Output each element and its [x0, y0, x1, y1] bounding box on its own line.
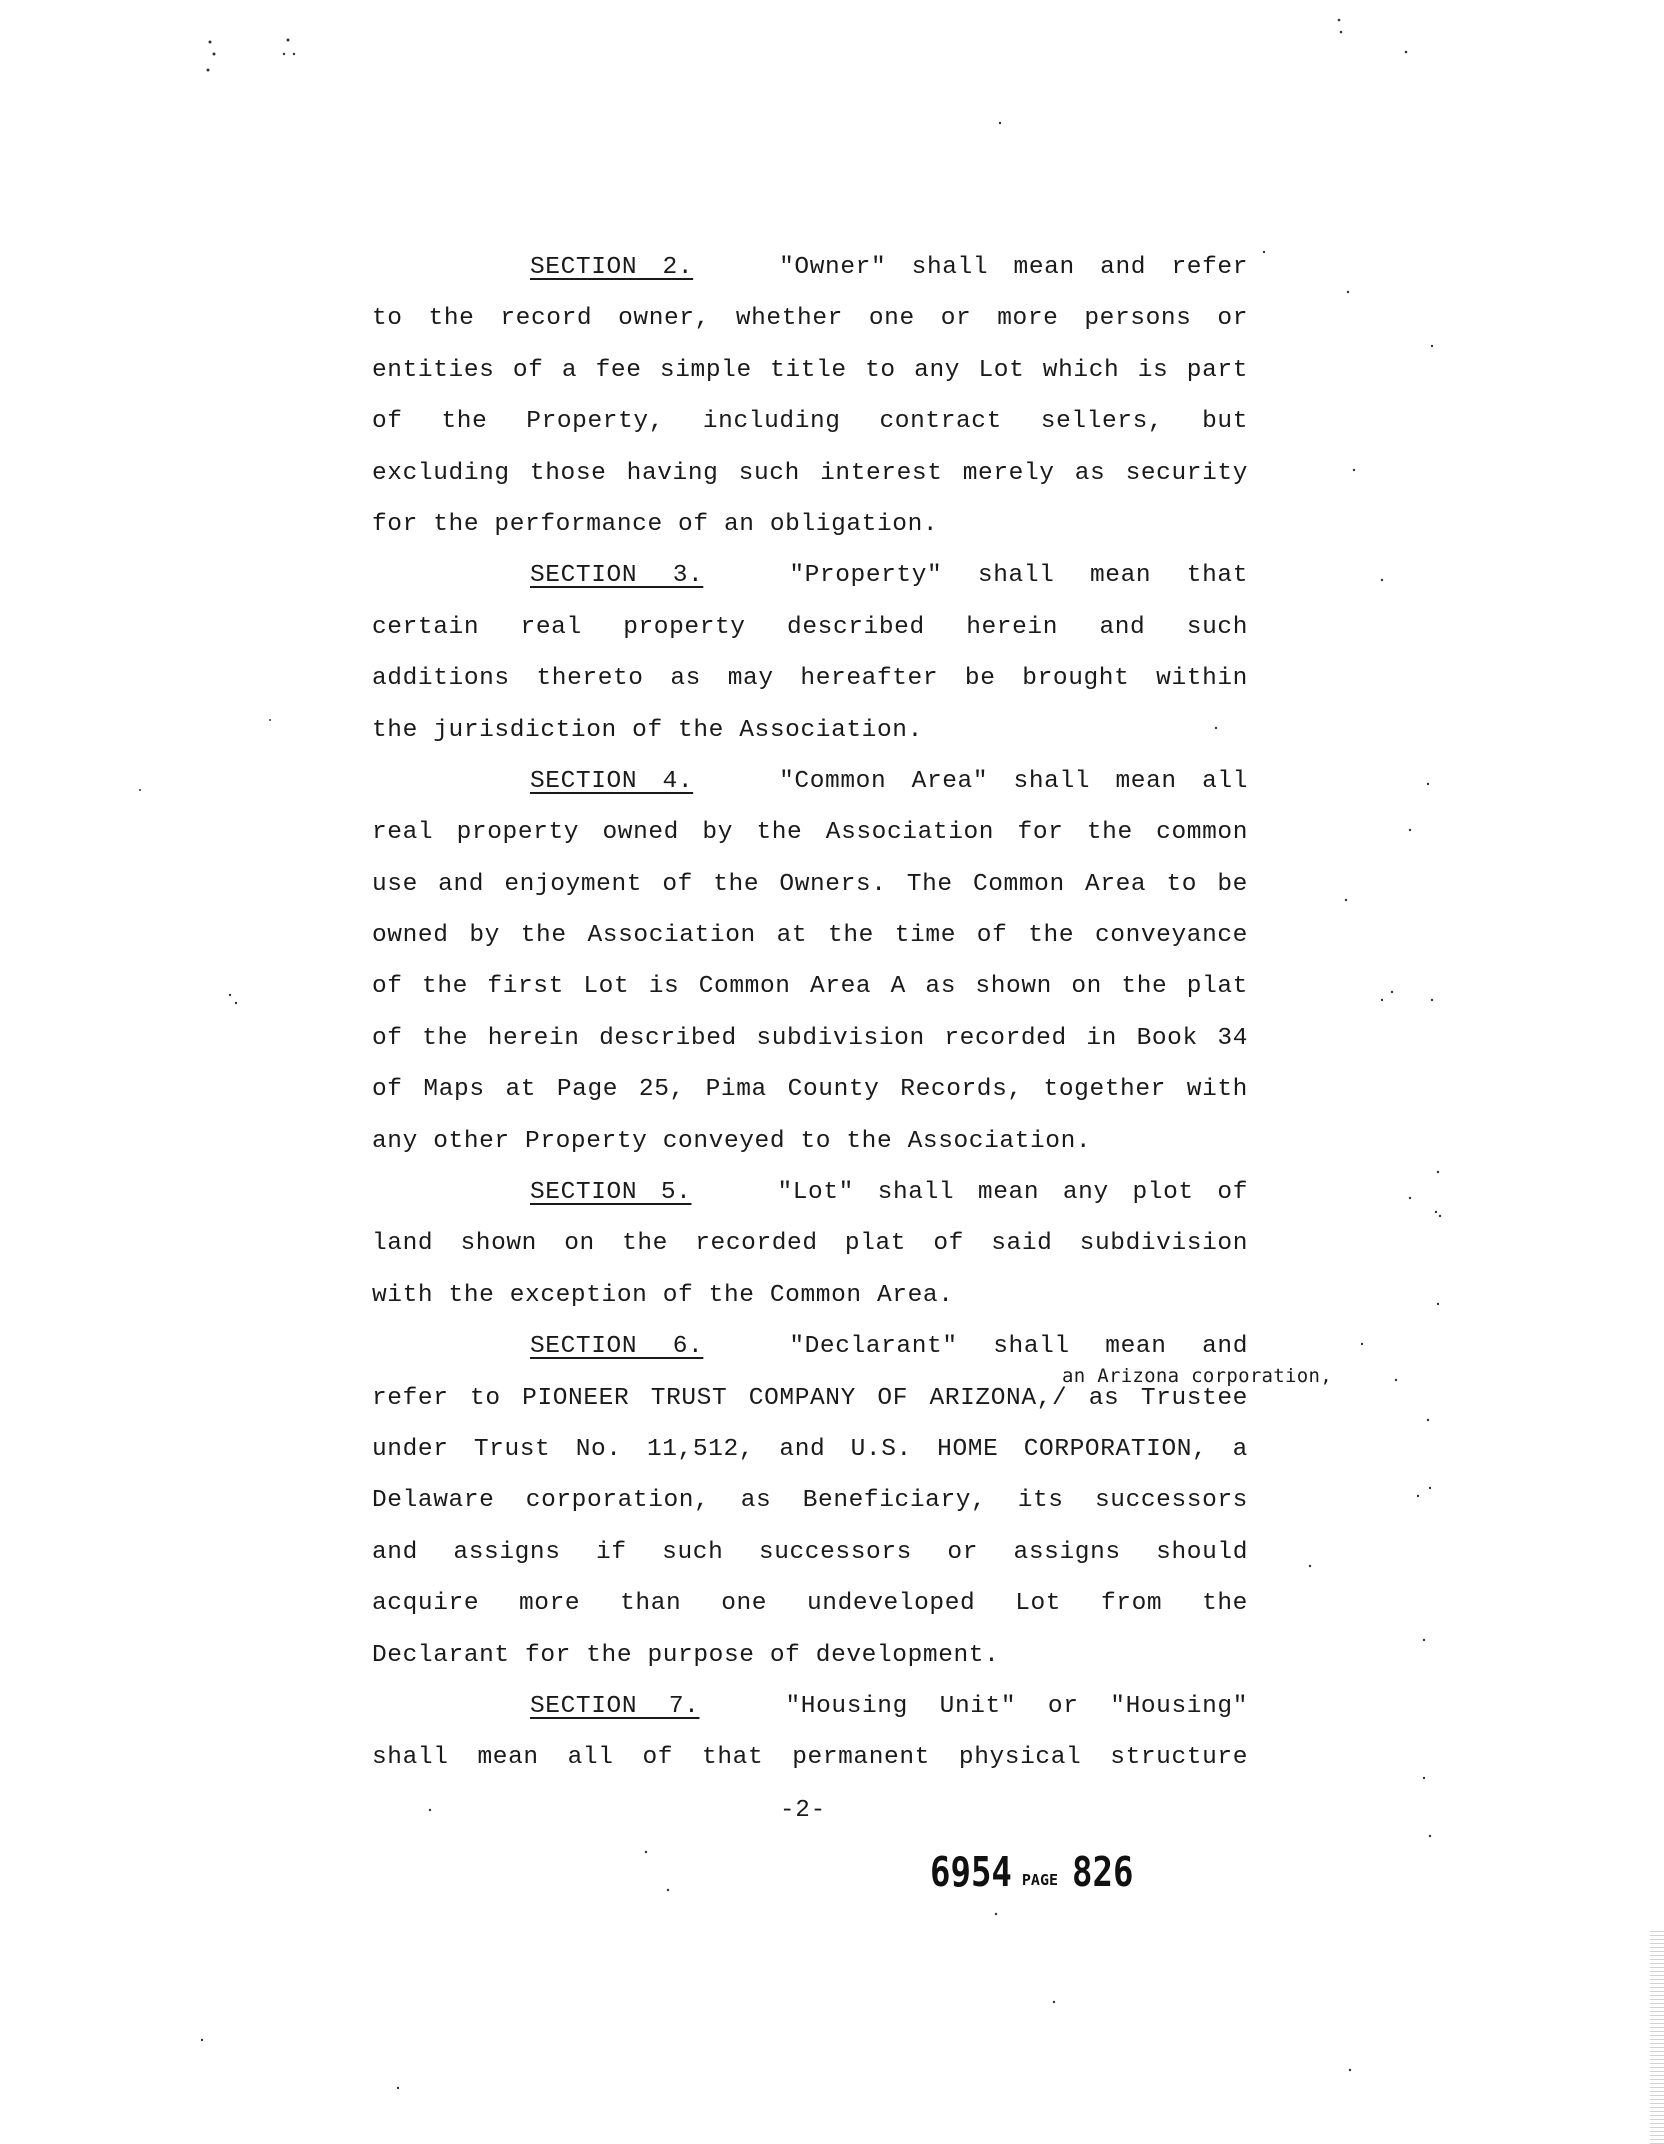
section-text: "Declarant" shall mean and	[789, 1333, 1248, 1361]
text-line: Declarant for the purpose of development.	[372, 1641, 1000, 1669]
section-text: "Property" shall mean that	[789, 562, 1248, 590]
section-text: "Housing Unit" or "Housing"	[785, 1692, 1248, 1720]
text-line: to the record owner, whether one or more persons or	[372, 305, 1248, 333]
text-line	[372, 550, 1248, 601]
text-line: additions thereto as may hereafter be brought within	[372, 665, 1248, 693]
stamp-page-number: 826	[1072, 1849, 1134, 1897]
book-page-stamp	[930, 1849, 1134, 1897]
section-heading: SECTION 3.	[530, 562, 704, 590]
text-line: real property owned by the Association for the common	[372, 819, 1248, 847]
text-line: of Maps at Page 25, Pima County Records, together with	[372, 1076, 1248, 1104]
text-line: of the herein described subdivision recorded in Book 34	[372, 1024, 1248, 1052]
text-line: land shown on the recorded plat of said subdivision	[372, 1230, 1248, 1258]
section-text: "Lot" shall mean any plot of	[777, 1179, 1249, 1207]
text-line	[372, 756, 1248, 807]
text-line: under Trust No. 11,512, and U.S. HOME CORPORATION, a	[372, 1435, 1248, 1463]
text-line	[372, 242, 1248, 293]
page-label: PAGE	[1021, 1870, 1059, 1889]
section-heading: SECTION 6.	[530, 1333, 704, 1361]
text-line: use and enjoyment of the Owners. The Common Area to be	[372, 870, 1248, 898]
scan-edge-artifact	[1650, 1930, 1664, 2144]
text-line: entities of a fee simple title to any Lot which is part	[372, 356, 1248, 384]
text-line: refer to PIONEER TRUST COMPANY OF ARIZONA,/ as Trustee	[372, 1384, 1248, 1412]
text-line: acquire more than one undeveloped Lot from the	[372, 1590, 1248, 1618]
text-line: for the performance of an obligation.	[372, 510, 939, 538]
text-line: and assigns if such successors or assigns should	[372, 1538, 1248, 1566]
document-body	[372, 242, 1248, 1784]
section-heading: SECTION 5.	[530, 1179, 692, 1207]
page-number: -2-	[780, 1797, 827, 1824]
section-heading: SECTION 2.	[530, 254, 694, 281]
section-text: "Common Area" shall mean all	[779, 767, 1248, 795]
section-5-paragraph	[372, 1167, 1248, 1321]
text-line: with the exception of the Common Area.	[372, 1281, 954, 1309]
text-line: the jurisdiction of the Association.	[372, 716, 923, 744]
text-line: certain real property described herein and such	[372, 613, 1248, 641]
section-2-paragraph	[372, 242, 1248, 550]
book-number: 6954	[930, 1849, 1012, 1897]
typed-insertion: an Arizona corporation,	[1062, 1365, 1332, 1387]
text-line: shall mean all of that permanent physical structure	[372, 1744, 1248, 1772]
section-heading: SECTION 4.	[530, 767, 694, 795]
text-line: of the first Lot is Common Area A as shown on the plat	[372, 973, 1248, 1001]
text-line: excluding those having such interest merely as security	[372, 459, 1248, 487]
section-text: "Owner" shall mean and refer	[779, 254, 1248, 281]
text-line	[372, 1681, 1248, 1732]
text-line: owned by the Association at the time of the conveyance	[372, 922, 1248, 950]
text-line: of the Property, including contract sellers, but	[372, 408, 1248, 436]
section-4-paragraph	[372, 756, 1248, 1167]
text-line	[372, 1167, 1248, 1218]
section-3-paragraph	[372, 550, 1248, 756]
section-7-paragraph	[372, 1681, 1248, 1784]
text-line: Delaware corporation, as Beneficiary, its successors	[372, 1487, 1248, 1515]
section-heading: SECTION 7.	[530, 1692, 700, 1720]
text-line: any other Property conveyed to the Association.	[372, 1127, 1092, 1155]
